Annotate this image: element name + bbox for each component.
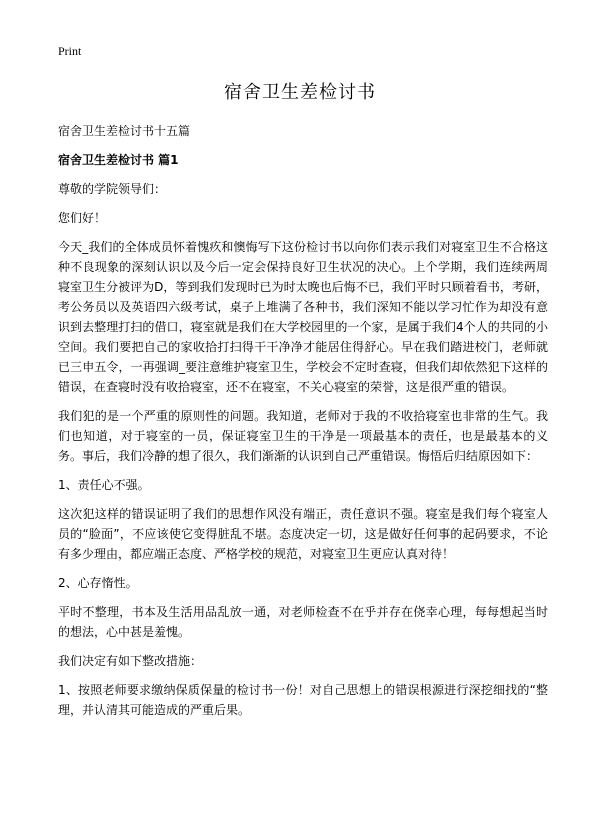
paragraph: 这次犯这样的错误证明了我们的思想作风没有端正，责任意识不强。寝室是我们每个寝室人员的“脸面”，不应该使它变得脏乱不堪。态度决定一切，这是做好任何事的起码要求，不论有多少理由，都应端正态度、严格学校的规范，对寝室卫生更应认真对待！ xyxy=(58,507,548,561)
salutation: 尊敬的学院领导们： xyxy=(58,182,167,196)
intro-line: 宿舍卫生差检讨书十五篇 xyxy=(58,124,191,138)
paragraph: 我们犯的是一个严重的原则性的问题。我知道，老师对于我的不收拾寝室也非常的生气。我们也知道，对于寝室的一员，保证寝室卫生的干净是一项最基本的责任，也是最基本的义务。事后，我们冷静的想了很久，我们渐渐的认识到自己严重错误。悔悟后归结原因如下： xyxy=(58,409,548,463)
greeting: 您们好！ xyxy=(58,211,107,225)
document-title: 宿舍卫生差检讨书 xyxy=(224,82,376,103)
print-link[interactable]: Print xyxy=(58,44,82,58)
paragraph: 今天_我们的全体成员怀着愧疚和懊悔写下这份检讨书以向你们表示我们对寝室卫生不合格这种不良现象的深刻认识以及今后一定会保持良好卫生状况的决心。上个学期，我们连续两周寝室卫生分被评为D，等到我们发现时已为时太晚也后悔不已，我们平时只顾着看书，考研，考公务员以及英语四六级考试，桌子上堆满了各种书，我们深知不能以学习忙作为却没有意识到去整理打扫的借口，寝室就是我们在大学校园里的一个家，是属于我们4个人的共同的小空间。我们要把自己的家收拾打扫得干干净净才能居住得舒心。早在我们踏进校门，老师就已三申五令，一再强调_要注意维护寝室卫生，学校会不定时查寝，但我们却依然犯下这样的错误，在查寝时没有收拾寝室，还不在寝室，不关心寝室的荣誉，这是很严重的错误。 xyxy=(58,240,548,394)
paragraph: 我们决定有如下整改措施： xyxy=(58,654,203,668)
list-heading: 2、心存惰性。 xyxy=(58,576,138,590)
section-title: 宿舍卫生差检讨书 篇1 xyxy=(58,153,179,167)
list-heading: 1、责任心不强。 xyxy=(58,478,150,492)
document-body xyxy=(58,121,548,729)
paragraph: 1、按照老师要求缴纳保质保量的检讨书一份！对自己思想上的错误根源进行深挖细找的“整理，并认清其可能造成的严重后果。 xyxy=(58,683,548,717)
paragraph: 平时不整理，书本及生活用品乱放一通，对老师检查不在乎并存在侥幸心理，每每想起当时的想法，心中甚是羞愧。 xyxy=(58,605,548,639)
